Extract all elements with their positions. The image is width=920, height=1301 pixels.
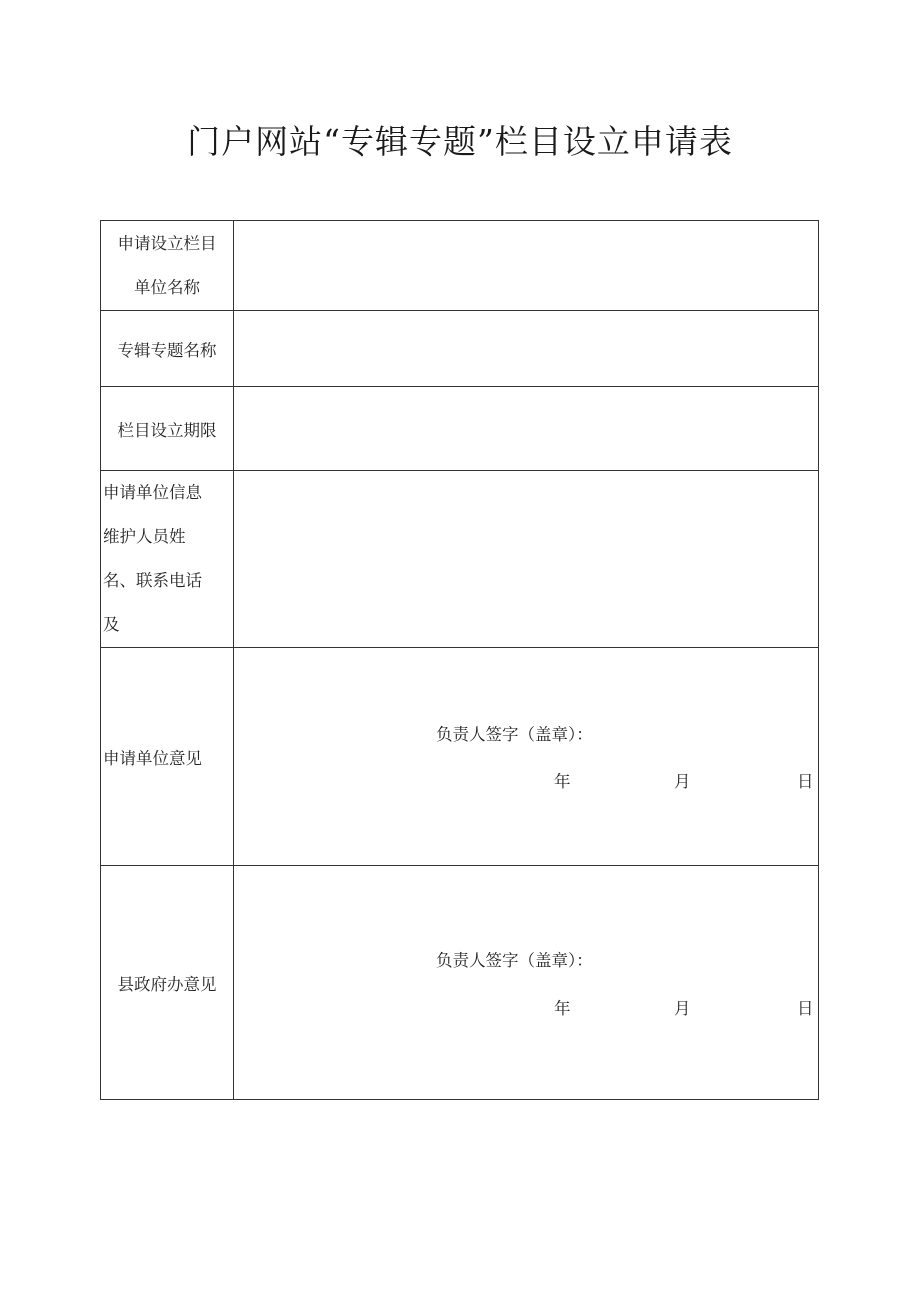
date-year-label: 年 bbox=[554, 772, 571, 791]
form-row-county-opinion bbox=[101, 866, 819, 1100]
label-line: 申请单位意见 bbox=[103, 748, 202, 768]
form-row-period bbox=[101, 387, 819, 471]
label-line: 单位名称 bbox=[134, 277, 200, 297]
label-line: 栏目设立期限 bbox=[117, 420, 217, 440]
label-county-opinion bbox=[101, 866, 234, 1100]
label-line: 县政府办意见 bbox=[117, 974, 217, 994]
value-period[interactable] bbox=[234, 387, 819, 471]
label-line: 维护人员姓 bbox=[103, 527, 186, 546]
label-line: 及 bbox=[103, 615, 120, 634]
form-row-topic-name bbox=[101, 311, 819, 387]
label-unit-name bbox=[101, 221, 234, 311]
signature-label: 负责人签字（盖章）： bbox=[436, 725, 593, 744]
value-unit-name[interactable] bbox=[234, 221, 819, 311]
date-day-label: 日 bbox=[797, 772, 814, 791]
date-year-label: 年 bbox=[554, 999, 571, 1018]
label-line: 申请单位信息 bbox=[103, 483, 202, 502]
form-row-applicant-opinion bbox=[101, 648, 819, 866]
form-title: 门户网站“专辑专题”栏目设立申请表 bbox=[187, 122, 733, 161]
form-row-unit-name bbox=[101, 221, 819, 311]
application-form-table bbox=[100, 220, 819, 1100]
label-period bbox=[101, 387, 234, 471]
applicant-opinion-cell[interactable] bbox=[234, 648, 819, 866]
label-applicant-opinion bbox=[101, 648, 234, 866]
signature-label: 负责人签字（盖章）： bbox=[436, 951, 593, 970]
label-line: 名、联系电话 bbox=[103, 571, 202, 590]
date-month-label: 月 bbox=[674, 772, 691, 791]
date-month-label: 月 bbox=[674, 999, 691, 1018]
value-topic-name[interactable] bbox=[234, 311, 819, 387]
county-opinion-cell[interactable] bbox=[234, 866, 819, 1100]
label-line: 专辑专题名称 bbox=[117, 340, 217, 360]
label-topic-name bbox=[101, 311, 234, 387]
form-row-maintainer bbox=[101, 471, 819, 648]
value-maintainer[interactable] bbox=[234, 471, 819, 648]
date-day-label: 日 bbox=[797, 999, 814, 1018]
label-line: 申请设立栏目 bbox=[117, 233, 217, 253]
label-maintainer bbox=[101, 471, 234, 648]
